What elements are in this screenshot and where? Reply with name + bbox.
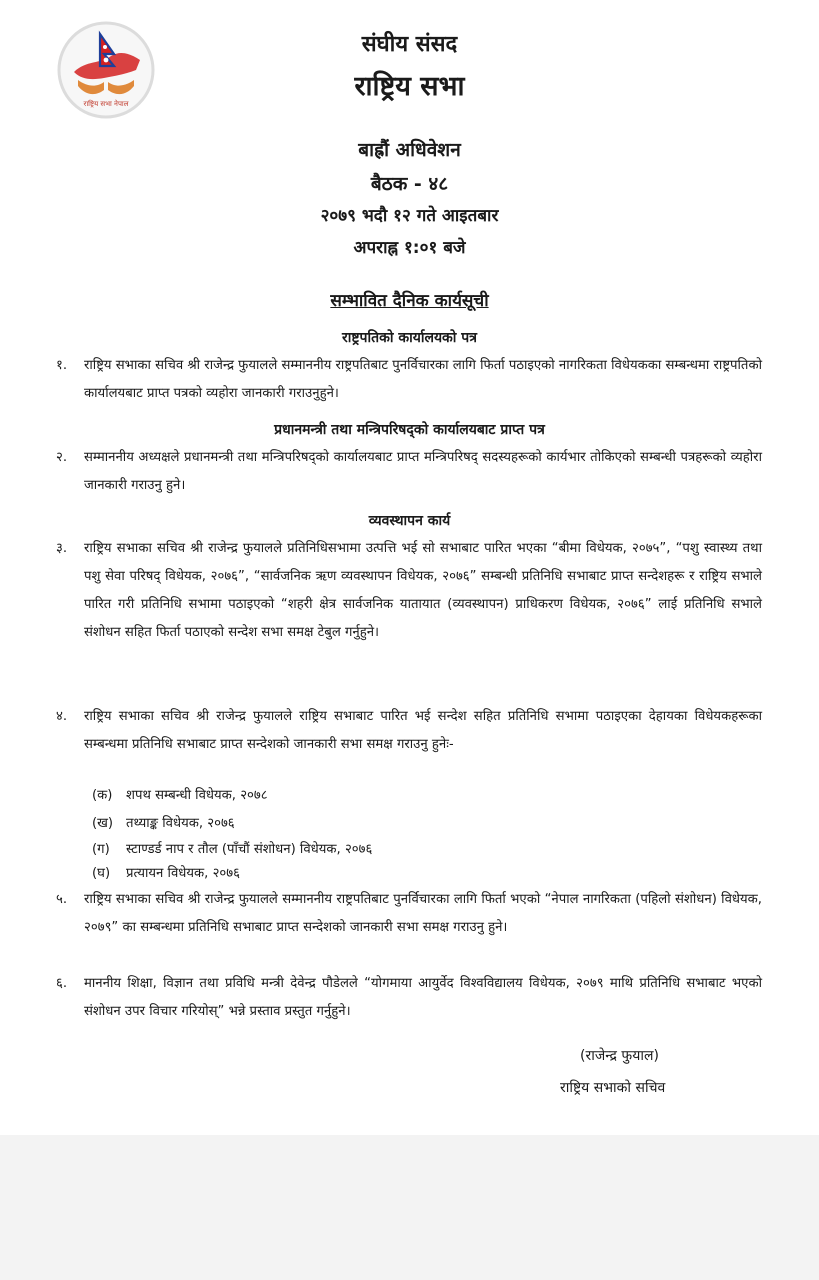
meeting-date: २०७९ भदौ १२ गते आइतबार xyxy=(320,206,499,226)
item-text: राष्ट्रिय सभाका सचिव श्री राजेन्द्र फुयालले राष्ट्रिय सभाबाट पारित भई सन्देश सहित प्रतिनिधि सभामा पठाइएका देहायका विधेयकहरूका सम्बन्धमा प्रतिनिधि सभाबाट प्राप्त सन्देशको जानकारी सभा समक्ष गराउनु हुनेः- xyxy=(84,709,762,752)
item-text: सम्माननीय अध्यक्षले प्रधानमन्त्री तथा मन्त्रिपरिषद्को कार्यालयबाट प्राप्त मन्त्रिपरिषद् सदस्यहरूको कार्यभार तोकिएको सम्बन्धी पत्रहरूको व्यहोरा जानकारी गराउनु हुने। xyxy=(84,450,762,493)
sub-item-text: तथ्याङ्क विधेयक, २०७६ xyxy=(126,816,235,831)
item-number: ६. xyxy=(56,976,68,991)
signatory-designation: राष्ट्रिय सभाको सचिव xyxy=(560,1080,666,1096)
sub-item-text: स्टाण्डर्ड नाप र तौल (पाँचौं संशोधन) विधेयक, २०७६ xyxy=(126,842,373,857)
section-pm-office: प्रधानमन्त्री तथा मन्त्रिपरिषद्को कार्यालयबाट प्राप्त पत्र xyxy=(274,422,545,438)
session-heading: बाह्रौं अधिवेशन xyxy=(358,139,461,161)
signatory-name: (राजेन्द्र फुयाल) xyxy=(580,1048,659,1064)
agenda-item-1 xyxy=(56,352,762,408)
sub-item-kha xyxy=(92,814,235,834)
federal-parliament-heading: संघीय संसद xyxy=(361,32,458,57)
agenda-item-3 xyxy=(56,535,762,647)
agenda-title-text: सम्भावित दैनिक कार्यसूची xyxy=(330,291,489,311)
sub-item-number: (ग) xyxy=(92,842,110,857)
national-assembly-heading: राष्ट्रिय सभा xyxy=(354,71,465,102)
section-president-office: राष्ट्रपतिको कार्यालयको पत्र xyxy=(341,330,477,346)
meeting-time: अपराह्न १:०१ बजे xyxy=(353,238,466,258)
sub-item-ga xyxy=(92,840,372,860)
agenda-item-4 xyxy=(56,703,762,759)
item-number: ५. xyxy=(56,892,68,907)
item-text: राष्ट्रिय सभाका सचिव श्री राजेन्द्र फुयालले प्रतिनिधिसभामा उत्पत्ति भई सो सभाबाट पारित भएका “बीमा विधेयक, २०७५”, “पशु स्वास्थ्य तथा पशु सेवा परिषद् विधेयक, २०७६”, “सार्वजनिक ऋण व्यवस्थापन विधेयक, २०७६” सम्बन्धी प्रतिनिधि सभाबाट प्राप्त सन्देशहरू र राष्ट्रिय सभाले पारित गरी प्रतिनिधि सभामा पठाइएको “शहरी क्षेत्र सार्वजनिक यातायात (व्यवस्थापन) प्राधिकरण विधेयक, २०७६” लाई प्रतिनिधि सभाले संशोधन सहित फिर्ता पठाएको सन्देश सभा समक्ष टेबुल गर्नुहुने। xyxy=(84,541,762,640)
item-text: राष्ट्रिय सभाका सचिव श्री राजेन्द्र फुयालले सम्माननीय राष्ट्रपतिबाट पुनर्विचारका लागि फिर्ता भएको “नेपाल नागरिकता (पहिलो संशोधन) विधेयक, २०७९” का सम्बन्धमा प्रतिनिधि सभाबाट प्राप्त सन्देशको जानकारी सभा समक्ष गराउनु हुने। xyxy=(84,892,762,935)
logo-caption: राष्ट्रिय सभा नेपाल xyxy=(83,100,129,108)
sub-item-number: (घ) xyxy=(92,866,111,881)
sub-item-text: शपथ सम्बन्धी विधेयक, २०७८ xyxy=(126,788,268,803)
sub-item-number: (ख) xyxy=(92,816,114,831)
item-number: १. xyxy=(56,358,68,373)
item-text: राष्ट्रिय सभाका सचिव श्री राजेन्द्र फुयालले सम्माननीय राष्ट्रपतिबाट पुनर्विचारका लागि फिर्ता पठाइएको नागरिकता विधेयकका सम्बन्धमा राष्ट्रपतिको कार्यालयबाट प्राप्त पत्रको व्यहोरा जानकारी गराउनुहुने। xyxy=(84,358,762,401)
sub-item-gha xyxy=(92,864,240,884)
sub-item-number: (क) xyxy=(92,788,113,803)
section-legislative-business: व्यवस्थापन कार्य xyxy=(368,513,451,529)
meeting-number: बैठक - ४८ xyxy=(370,173,449,195)
item-number: ४. xyxy=(56,709,68,724)
sub-item-text: प्रत्यायन विधेयक, २०७६ xyxy=(126,866,240,881)
sub-item-ka xyxy=(92,786,268,806)
item-number: ३. xyxy=(56,541,68,556)
item-text: माननीय शिक्षा, विज्ञान तथा प्रविधि मन्त्री देवेन्द्र पौडेलले “योगमाया आयुर्वेद विश्वविद्यालय विधेयक, २०७९ माथि प्रतिनिधि सभाबाट भएको संशोधन उपर विचार गरियोस्” भन्ने प्रस्ताव प्रस्तुत गर्नुहुने। xyxy=(84,976,762,1019)
agenda-item-5 xyxy=(56,886,762,942)
agenda-item-6 xyxy=(56,970,762,1026)
agenda-item-2 xyxy=(56,444,762,500)
item-number: २. xyxy=(56,450,68,465)
agenda-title xyxy=(0,288,819,311)
